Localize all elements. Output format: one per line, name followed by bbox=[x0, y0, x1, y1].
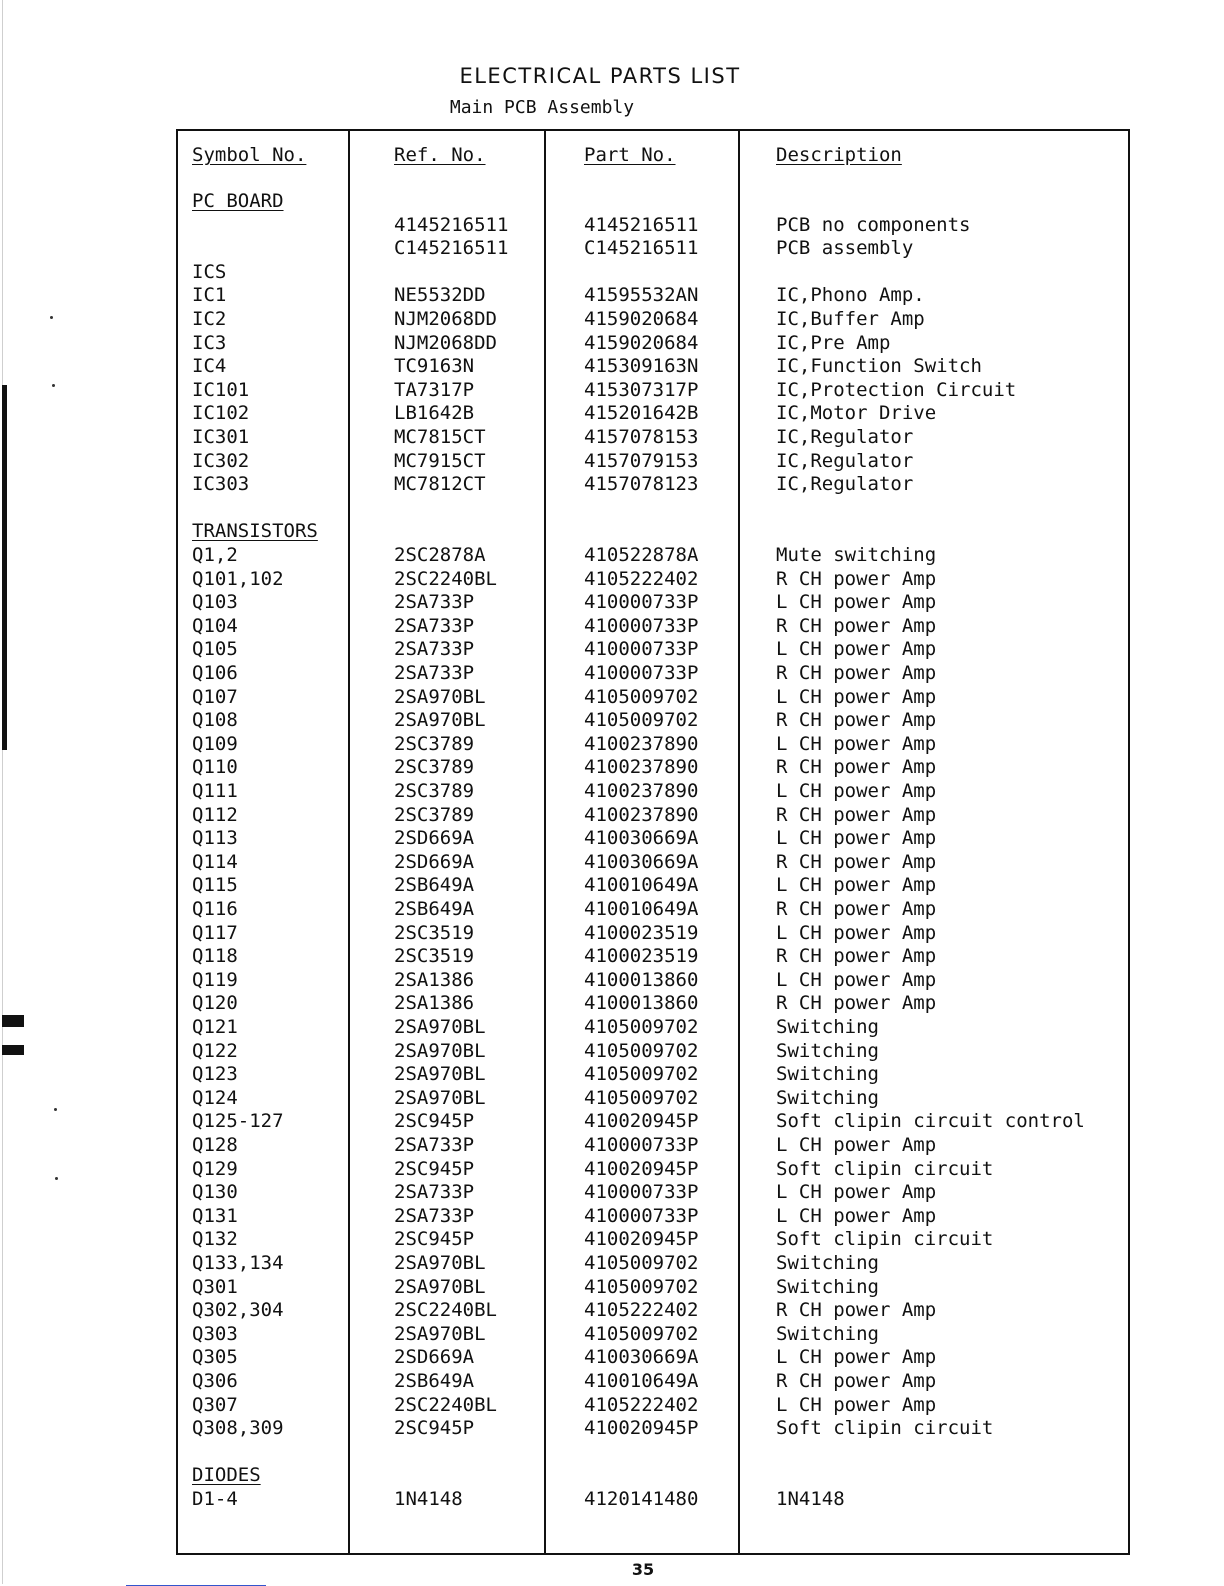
cell-symbol-no: IC303 bbox=[192, 473, 250, 496]
cell-symbol-no: IC4 bbox=[192, 355, 227, 378]
cell-part-no: 410000733P bbox=[584, 1181, 699, 1204]
cell-ref-no: 2SC2240BL bbox=[394, 1299, 497, 1322]
cell-symbol-no: Q114 bbox=[192, 850, 238, 873]
cell-ref-no: 2SC945P bbox=[394, 1228, 475, 1251]
cell-part-no: 410522878A bbox=[584, 544, 699, 566]
cell-ref-no: 2SA970BL bbox=[394, 1275, 486, 1298]
cell-part-no: 4105009702 bbox=[584, 1086, 699, 1109]
cell-part-no: 4100237890 bbox=[584, 780, 699, 802]
cell-part-no: 415307317P bbox=[584, 378, 699, 401]
cell-ref-no: 2SA733P bbox=[394, 1181, 475, 1204]
cell-description: Soft clipin circuit bbox=[776, 1417, 994, 1440]
cell-ref-no: 2SA1386 bbox=[394, 992, 475, 1015]
cell-symbol-no: Q106 bbox=[192, 662, 238, 684]
cell-ref-no: 2SC3789 bbox=[394, 780, 475, 802]
cell-part-no: 410020945P bbox=[584, 1110, 699, 1133]
cell-description: L CH power Amp bbox=[776, 1204, 937, 1227]
cell-ref-no: 2SA970BL bbox=[394, 1252, 486, 1274]
cell-description: IC,Regulator bbox=[776, 473, 914, 496]
section-heading: PC BOARD bbox=[192, 190, 284, 212]
cell-part-no: 410000733P bbox=[584, 638, 699, 661]
cell-symbol-no: Q119 bbox=[192, 968, 238, 991]
cell-symbol-no: IC301 bbox=[192, 426, 250, 448]
cell-description: R CH power Amp bbox=[776, 614, 937, 637]
cell-description: Soft clipin circuit control bbox=[776, 1110, 1085, 1133]
scan-edge-line bbox=[2, 0, 3, 1584]
cell-symbol-no: Q116 bbox=[192, 898, 238, 920]
cell-part-no: 410000733P bbox=[584, 614, 699, 637]
cell-symbol-no: Q107 bbox=[192, 685, 238, 708]
cell-symbol-no: IC302 bbox=[192, 449, 250, 472]
cell-ref-no: 2SC3789 bbox=[394, 732, 475, 755]
cell-ref-no: 2SA970BL bbox=[394, 1322, 486, 1345]
cell-symbol-no: Q123 bbox=[192, 1063, 238, 1086]
cell-description: R CH power Amp bbox=[776, 1370, 937, 1392]
cell-ref-no: 2SA970BL bbox=[394, 685, 486, 708]
cell-symbol-no: Q302,304 bbox=[192, 1299, 284, 1322]
cell-description: R CH power Amp bbox=[776, 709, 937, 732]
column-divider bbox=[544, 131, 546, 1553]
cell-ref-no: 2SC945P bbox=[394, 1417, 475, 1440]
cell-ref-no: 2SA733P bbox=[394, 614, 475, 637]
cell-part-no: 415201642B bbox=[584, 402, 699, 425]
cell-symbol-no: Q104 bbox=[192, 614, 238, 637]
cell-part-no: 410010649A bbox=[584, 874, 699, 897]
cell-ref-no: TA7317P bbox=[394, 378, 475, 401]
cell-part-no: 4105009702 bbox=[584, 1322, 699, 1345]
cell-description: Soft clipin circuit bbox=[776, 1157, 994, 1180]
cell-symbol-no: Q305 bbox=[192, 1346, 238, 1369]
column-header-part-no: Part No. bbox=[584, 144, 676, 166]
cell-part-no: 410000733P bbox=[584, 662, 699, 684]
page-subtitle: Main PCB Assembly bbox=[449, 97, 635, 118]
cell-description: Switching bbox=[776, 1322, 879, 1345]
cell-ref-no: 2SA970BL bbox=[394, 1039, 486, 1062]
cell-ref-no: C145216511 bbox=[394, 237, 509, 260]
cell-description: R CH power Amp bbox=[776, 756, 937, 779]
column-divider bbox=[348, 131, 350, 1553]
cell-symbol-no: Q131 bbox=[192, 1204, 238, 1227]
cell-description: R CH power Amp bbox=[776, 567, 937, 590]
cell-symbol-no: Q130 bbox=[192, 1181, 238, 1204]
cell-ref-no: 1N4148 bbox=[394, 1488, 463, 1510]
cell-ref-no: 2SA733P bbox=[394, 591, 475, 614]
cell-part-no: 41595532AN bbox=[584, 284, 699, 307]
cell-ref-no: 2SD669A bbox=[394, 827, 475, 850]
scan-artifact-tick bbox=[2, 1045, 24, 1055]
cell-description: L CH power Amp bbox=[776, 1181, 937, 1204]
scan-artifact-bar bbox=[2, 385, 7, 750]
cell-description: Switching bbox=[776, 1252, 879, 1274]
cell-description: PCB no components bbox=[776, 213, 971, 236]
scan-dot bbox=[52, 384, 55, 387]
cell-part-no: 410020945P bbox=[584, 1417, 699, 1440]
cell-symbol-no: Q105 bbox=[192, 638, 238, 661]
cell-description: 1N4148 bbox=[776, 1488, 845, 1510]
cell-symbol-no: Q117 bbox=[192, 921, 238, 944]
cell-symbol-no: IC101 bbox=[192, 378, 250, 401]
cell-part-no: 4145216511 bbox=[584, 213, 699, 236]
cell-part-no: 4100237890 bbox=[584, 732, 699, 755]
cell-symbol-no: ICS bbox=[192, 260, 227, 283]
cell-description: R CH power Amp bbox=[776, 662, 937, 684]
cell-ref-no: MC7915CT bbox=[394, 449, 486, 472]
cell-symbol-no: Q306 bbox=[192, 1370, 238, 1392]
cell-description: L CH power Amp bbox=[776, 1134, 937, 1156]
cell-ref-no: NE5532DD bbox=[394, 284, 486, 307]
cell-symbol-no: IC1 bbox=[192, 284, 227, 307]
cell-ref-no: 2SC3519 bbox=[394, 945, 475, 968]
cell-description: Switching bbox=[776, 1039, 879, 1062]
cell-description: PCB assembly bbox=[776, 237, 914, 260]
cell-part-no: C145216511 bbox=[584, 237, 699, 260]
cell-symbol-no: Q103 bbox=[192, 591, 238, 614]
column-header-description: Description bbox=[776, 144, 902, 166]
cell-symbol-no: Q118 bbox=[192, 945, 238, 968]
cell-part-no: 4157078153 bbox=[584, 426, 699, 448]
cell-symbol-no: D1-4 bbox=[192, 1488, 238, 1510]
cell-ref-no: 2SD669A bbox=[394, 1346, 475, 1369]
cell-description: IC,Motor Drive bbox=[776, 402, 937, 425]
page-number: 35 bbox=[631, 1560, 655, 1579]
cell-part-no: 4100023519 bbox=[584, 945, 699, 968]
cell-part-no: 410000733P bbox=[584, 591, 699, 614]
cell-part-no: 410000733P bbox=[584, 1134, 699, 1156]
cell-ref-no: 2SA1386 bbox=[394, 968, 475, 991]
cell-ref-no: MC7812CT bbox=[394, 473, 486, 496]
cell-ref-no: 2SA733P bbox=[394, 1204, 475, 1227]
cell-ref-no: 2SC2240BL bbox=[394, 1393, 497, 1416]
cell-part-no: 410010649A bbox=[584, 898, 699, 920]
cell-ref-no: 2SB649A bbox=[394, 874, 475, 897]
cell-symbol-no: Q112 bbox=[192, 803, 238, 826]
cell-symbol-no: Q301 bbox=[192, 1275, 238, 1298]
cell-ref-no: 2SA733P bbox=[394, 1134, 475, 1156]
cell-ref-no: 2SC3789 bbox=[394, 803, 475, 826]
cell-ref-no: 2SC945P bbox=[394, 1110, 475, 1133]
cell-part-no: 4157078123 bbox=[584, 473, 699, 496]
parts-table bbox=[176, 129, 1130, 1555]
cell-description: IC,Regulator bbox=[776, 449, 914, 472]
cell-description: IC,Buffer Amp bbox=[776, 308, 925, 330]
cell-part-no: 4120141480 bbox=[584, 1488, 699, 1510]
cell-part-no: 4100013860 bbox=[584, 968, 699, 991]
cell-part-no: 4157079153 bbox=[584, 449, 699, 472]
cell-description: Soft clipin circuit bbox=[776, 1228, 994, 1251]
cell-description: Switching bbox=[776, 1086, 879, 1109]
cell-symbol-no: Q129 bbox=[192, 1157, 238, 1180]
cell-ref-no: LB1642B bbox=[394, 402, 475, 425]
cell-description: L CH power Amp bbox=[776, 874, 937, 897]
cell-symbol-no: Q133,134 bbox=[192, 1252, 284, 1274]
cell-ref-no: MC7815CT bbox=[394, 426, 486, 448]
cell-description: IC,Regulator bbox=[776, 426, 914, 448]
cell-part-no: 4105222402 bbox=[584, 1393, 699, 1416]
cell-part-no: 4105009702 bbox=[584, 1275, 699, 1298]
cell-description: L CH power Amp bbox=[776, 827, 937, 850]
cell-description: Switching bbox=[776, 1063, 879, 1086]
cell-description: L CH power Amp bbox=[776, 780, 937, 802]
cell-ref-no: 2SA970BL bbox=[394, 1063, 486, 1086]
cell-symbol-no: Q307 bbox=[192, 1393, 238, 1416]
cell-ref-no: 2SA733P bbox=[394, 638, 475, 661]
cell-part-no: 4100237890 bbox=[584, 756, 699, 779]
cell-ref-no: 2SC3789 bbox=[394, 756, 475, 779]
cell-part-no: 4100023519 bbox=[584, 921, 699, 944]
column-header-symbol-no: Symbol No. bbox=[192, 144, 307, 166]
cell-symbol-no: Q122 bbox=[192, 1039, 238, 1062]
cell-symbol-no: Q121 bbox=[192, 1016, 238, 1038]
cell-part-no: 4105009702 bbox=[584, 709, 699, 732]
cell-description: IC,Function Switch bbox=[776, 355, 982, 378]
cell-ref-no: 2SC945P bbox=[394, 1157, 475, 1180]
cell-ref-no: 4145216511 bbox=[394, 213, 509, 236]
cell-ref-no: 2SB649A bbox=[394, 898, 475, 920]
cell-symbol-no: Q109 bbox=[192, 732, 238, 755]
cell-ref-no: 2SD669A bbox=[394, 850, 475, 873]
cell-part-no: 410030669A bbox=[584, 827, 699, 850]
cell-part-no: 4105009702 bbox=[584, 1252, 699, 1274]
scan-dot bbox=[55, 1177, 58, 1180]
cell-ref-no: 2SA733P bbox=[394, 662, 475, 684]
cell-symbol-no: Q308,309 bbox=[192, 1417, 284, 1440]
cell-part-no: 410020945P bbox=[584, 1157, 699, 1180]
cell-description: IC,Pre Amp bbox=[776, 331, 891, 354]
cell-part-no: 410000733P bbox=[584, 1204, 699, 1227]
cell-symbol-no: Q132 bbox=[192, 1228, 238, 1251]
cell-ref-no: TC9163N bbox=[394, 355, 475, 378]
cell-symbol-no: Q125-127 bbox=[192, 1110, 284, 1133]
cell-description: R CH power Amp bbox=[776, 945, 937, 968]
cell-symbol-no: Q120 bbox=[192, 992, 238, 1015]
column-header-ref-no: Ref. No. bbox=[394, 144, 486, 166]
cell-ref-no: 2SC3519 bbox=[394, 921, 475, 944]
cell-part-no: 4105009702 bbox=[584, 1039, 699, 1062]
cell-description: IC,Protection Circuit bbox=[776, 378, 1017, 401]
cell-part-no: 410010649A bbox=[584, 1370, 699, 1392]
page-title: ELECTRICAL PARTS LIST bbox=[459, 64, 741, 88]
cell-symbol-no: Q1,2 bbox=[192, 544, 238, 566]
scan-dot bbox=[54, 1108, 57, 1111]
cell-part-no: 4105222402 bbox=[584, 567, 699, 590]
cell-symbol-no: Q108 bbox=[192, 709, 238, 732]
cell-part-no: 4105222402 bbox=[584, 1299, 699, 1322]
cell-part-no: 4159020684 bbox=[584, 308, 699, 330]
cell-symbol-no: Q115 bbox=[192, 874, 238, 897]
cell-description: L CH power Amp bbox=[776, 685, 937, 708]
cell-symbol-no: Q124 bbox=[192, 1086, 238, 1109]
cell-part-no: 4105009702 bbox=[584, 685, 699, 708]
scan-dot bbox=[50, 316, 53, 319]
cell-description: L CH power Amp bbox=[776, 1393, 937, 1416]
cell-symbol-no: Q303 bbox=[192, 1322, 238, 1345]
cell-description: L CH power Amp bbox=[776, 1346, 937, 1369]
cell-symbol-no: Q101,102 bbox=[192, 567, 284, 590]
cell-part-no: 415309163N bbox=[584, 355, 699, 378]
cell-description: R CH power Amp bbox=[776, 1299, 937, 1322]
cell-description: L CH power Amp bbox=[776, 591, 937, 614]
cell-ref-no: 2SA970BL bbox=[394, 1016, 486, 1038]
cell-symbol-no: IC3 bbox=[192, 331, 227, 354]
column-divider bbox=[738, 131, 740, 1553]
cell-description: R CH power Amp bbox=[776, 898, 937, 920]
cell-description: R CH power Amp bbox=[776, 992, 937, 1015]
cell-description: L CH power Amp bbox=[776, 921, 937, 944]
cell-description: L CH power Amp bbox=[776, 968, 937, 991]
cell-description: R CH power Amp bbox=[776, 803, 937, 826]
cell-description: L CH power Amp bbox=[776, 732, 937, 755]
cell-part-no: 410020945P bbox=[584, 1228, 699, 1251]
section-heading: TRANSISTORS bbox=[192, 520, 318, 543]
section-heading: DIODES bbox=[192, 1464, 261, 1487]
cell-ref-no: 2SA970BL bbox=[394, 1086, 486, 1109]
cell-symbol-no: Q128 bbox=[192, 1134, 238, 1156]
cell-ref-no: 2SA970BL bbox=[394, 709, 486, 732]
cell-description: L CH power Amp bbox=[776, 638, 937, 661]
cell-symbol-no: IC2 bbox=[192, 308, 227, 330]
cell-part-no: 410030669A bbox=[584, 850, 699, 873]
cell-ref-no: NJM2068DD bbox=[394, 331, 497, 354]
cell-description: R CH power Amp bbox=[776, 850, 937, 873]
cell-ref-no: NJM2068DD bbox=[394, 308, 497, 330]
cell-part-no: 4100237890 bbox=[584, 803, 699, 826]
cell-symbol-no: Q110 bbox=[192, 756, 238, 779]
cell-symbol-no: IC102 bbox=[192, 402, 250, 425]
cell-description: Switching bbox=[776, 1016, 879, 1038]
cell-description: IC,Phono Amp. bbox=[776, 284, 925, 307]
cell-part-no: 4105009702 bbox=[584, 1063, 699, 1086]
cell-description: Switching bbox=[776, 1275, 879, 1298]
cell-symbol-no: Q111 bbox=[192, 780, 238, 802]
cell-symbol-no: Q113 bbox=[192, 827, 238, 850]
cell-ref-no: 2SB649A bbox=[394, 1370, 475, 1392]
cell-part-no: 4105009702 bbox=[584, 1016, 699, 1038]
cell-part-no: 4100013860 bbox=[584, 992, 699, 1015]
cell-ref-no: 2SC2878A bbox=[394, 544, 486, 566]
cell-part-no: 410030669A bbox=[584, 1346, 699, 1369]
cell-description: Mute switching bbox=[776, 544, 937, 566]
cell-ref-no: 2SC2240BL bbox=[394, 567, 497, 590]
scan-artifact-tick bbox=[2, 1015, 24, 1027]
cell-part-no: 4159020684 bbox=[584, 331, 699, 354]
